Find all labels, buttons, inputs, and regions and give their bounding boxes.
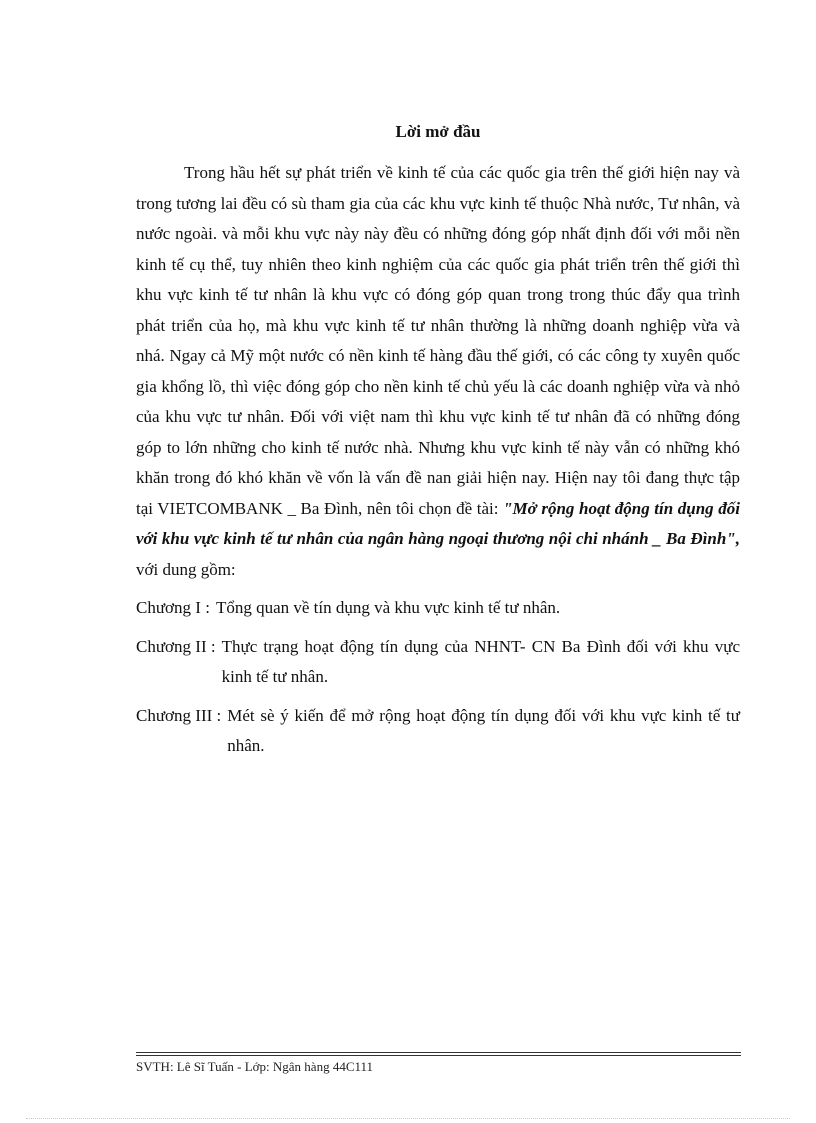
document-body	[136, 158, 740, 762]
chapter-label: Chương I :	[136, 598, 210, 617]
page-bottom-border	[26, 1118, 790, 1119]
intro-paragraph	[136, 158, 740, 585]
chapter-text: Tổng quan về tín dụng và khu vực kinh tế tư nhân.	[215, 598, 561, 617]
chapter-text: Mét sè ý kiến để mở rộng hoạt động tín dụng đối với khu vực kinh tế tư nhân.	[227, 705, 740, 755]
page-title: Lời mở đầu	[395, 122, 481, 141]
thesis-topic: "Mở rộng hoạt động tín dụng đối với khu vực kinh tế tư nhân của ngân hàng ngoại thương nội chi nhánh _ Ba Đình",	[136, 498, 740, 548]
footer-divider	[136, 1052, 741, 1056]
chapter-text: Thực trạng hoạt động tín dụng của NHNT- CN Ba Đình đối với khu vực kinh tế tư nhân.	[221, 636, 740, 686]
chapter-1	[136, 593, 740, 624]
chapter-label: Chương III :	[136, 705, 222, 725]
intro-text: Trong hầu hết sự phát triển về kinh tế của các quốc gia trên thế giới hiện nay và trong tương lai đều có sù tham gia của các khu vực kinh tế thuộc Nhà nước, Tư nhân, và nước ngoài. và mỗi khu vực này này đều có những đóng góp nhất định đối với mỗi nền kinh tế cụ thể, tuy nhiên theo kinh nghiệm của các quốc gia phát triển trên thế giới thì khu vực kinh tế tư nhân là khu vực có đóng góp quan trong trong thúc đẩy qua trình phát triển của họ, mà khu vực kinh tế tư nhân thường là những doanh nghiệp vừa và nhá. Ngay cả Mỹ một nước có nền kinh tế hàng đầu thế giới, có các công ty xuyên quốc gia khổng lồ, thì việc đóng góp cho nền kinh tế chủ yếu là các doanh nghiệp vừa và nhỏ của khu vực tư nhân. Đối với việt nam thì khu vực kinh tế tư nhân đã có những đóng góp to lớn những cho kinh tế nước nhà. Nhưng khu vực kinh tế này vẫn có những khó khăn trong đó khó khăn về vốn là vấn đề nan giải hiện nay. Hiện nay tôi đang thực tập tại VIETCOMBANK _ Ba Đình, nên tôi chọn đề tài:	[136, 163, 740, 518]
chapter-3	[136, 701, 740, 762]
chapter-label: Chương II :	[136, 636, 216, 656]
chapter-2	[136, 632, 740, 693]
intro-end: với dung gồm:	[136, 559, 236, 579]
footer-text: SVTH: Lê Sĩ Tuấn - Lớp: Ngân hàng 44C111	[136, 1059, 374, 1074]
